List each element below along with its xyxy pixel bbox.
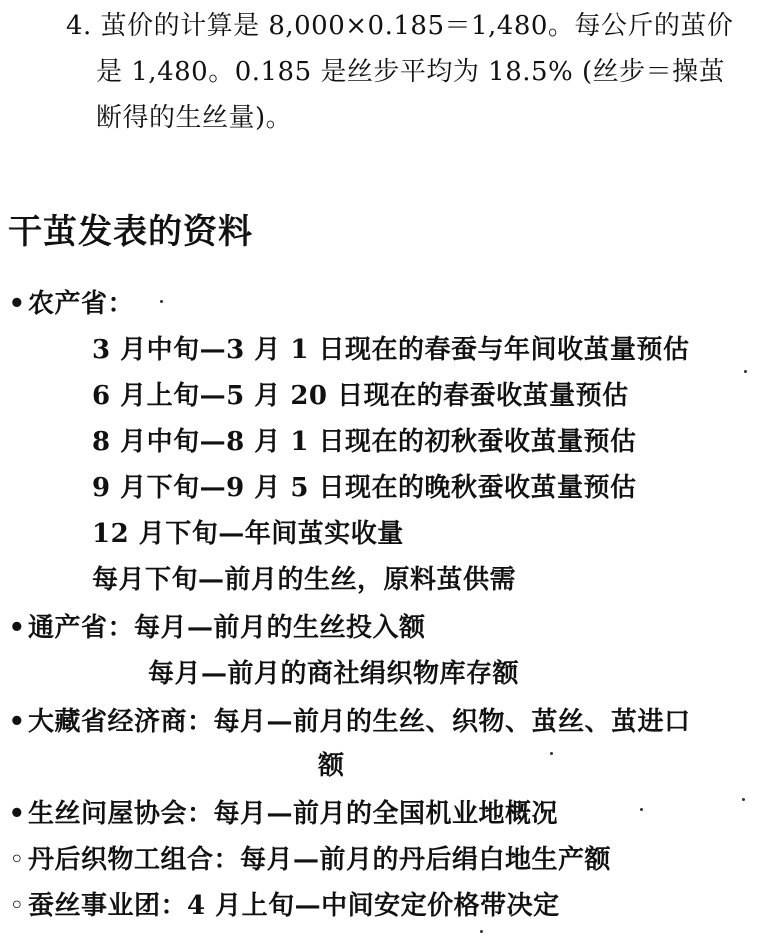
finance-line-1: 大藏省经济商：每月—前月的生丝、织物、茧丝、茧进口 [28,707,691,737]
agriculture-item: 6 月上旬—5 月 20 日现在的春蚕收茧量预估 [92,381,629,411]
silk-wholesalers-entry [6,798,558,830]
trade-line-2: 每月—前月的商社绢织物库存额 [148,659,520,689]
trade-entry [6,612,426,644]
tango-text: 丹后织物工组合：每月—前月的丹后绢白地生产额 [28,845,612,875]
sericulture-text: 蚕丝事业团：4 月上旬—中间安定价格带决定 [28,891,560,921]
finance-entry [6,706,691,738]
finance-line-2: 额 [318,751,345,781]
bullet-mark: • [8,707,26,737]
agriculture-entry [6,288,134,320]
agriculture-item: 12 月下旬—年间茧实收量 [92,519,404,549]
scan-speck [640,808,643,811]
section-title: 干茧发表的资料 [8,212,253,252]
sericulture-entry [6,890,560,922]
scan-speck [480,930,483,933]
note-line-2: 是 1,480。0.185 是丝步平均为 18.5% (丝步＝操茧 [96,57,726,87]
bullet-mark: ◦ [9,891,25,921]
trade-line-1: 通产省：每月—前月的生丝投入额 [28,613,426,643]
scan-speck [550,752,553,755]
agriculture-item: 每月下旬—前月的生丝，原料茧供需 [92,565,517,595]
agriculture-item: 9 月下旬—9 月 5 日现在的晚秋蚕收茧量预估 [92,473,637,503]
scan-speck [160,300,163,303]
bullet-mark: • [8,799,26,829]
tango-entry [6,844,611,876]
bullet-mark: ◦ [9,845,25,875]
scan-speck [744,370,747,373]
note-line-1: 4. 茧价的计算是 8,000×0.185＝1,480。每公斤的茧价 [66,11,734,41]
bullet-mark: • [8,289,26,319]
agriculture-item: 3 月中旬—3 月 1 日现在的春蚕与年间收茧量预估 [92,335,690,365]
note-line-3: 断得的生丝量)。 [96,103,293,133]
agriculture-label: 农产省： [28,289,135,319]
bullet-mark: • [8,613,26,643]
silk-wholesalers-text: 生丝问屋协会：每月—前月的全国机业地概况 [28,799,559,829]
scan-speck [742,798,745,801]
agriculture-item: 8 月中旬—8 月 1 日现在的初秋蚕收茧量预估 [92,427,637,457]
